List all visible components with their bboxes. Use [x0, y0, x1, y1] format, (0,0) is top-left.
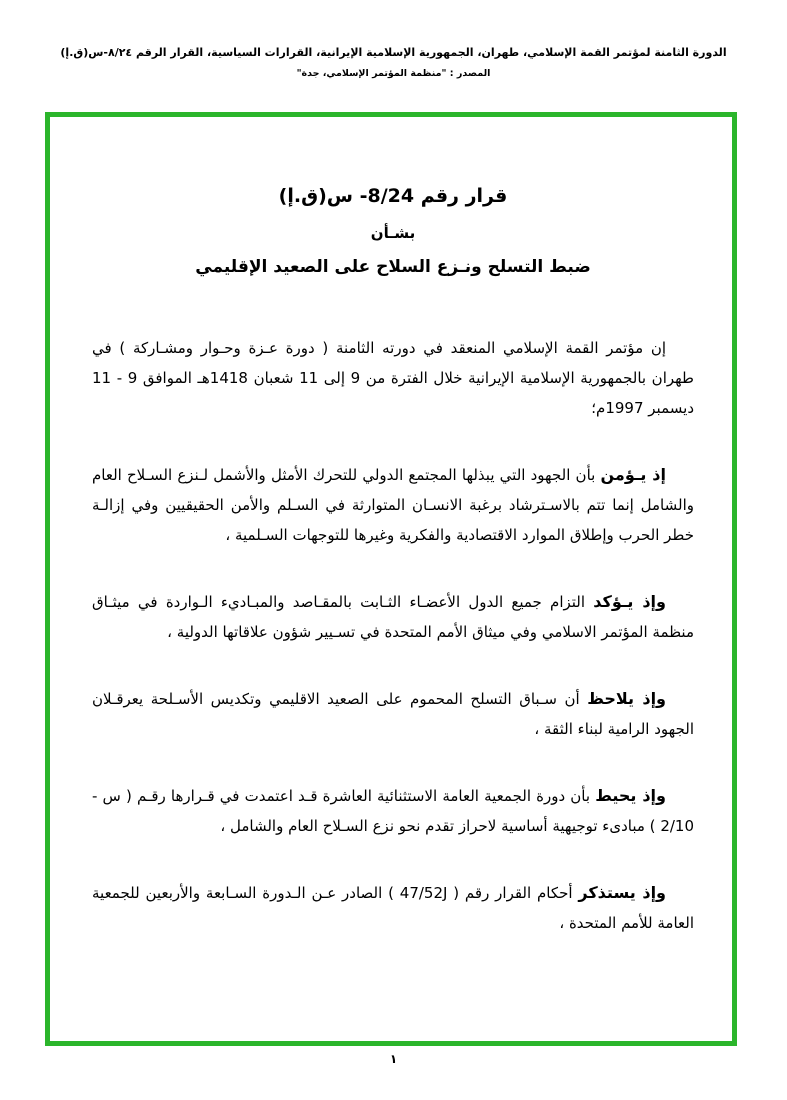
paragraph-text: بأن الجهود التي يبذلها المجتمع الدولي للتحرك الأمثل والأشمل لـنزع السـلاح العام والشامل إنما تتم بالاسـترشاد برغبة الانسـان المتوارثة في السـلم والأمن الحقيقيين وفي إزالـة خطر الحرب وإطلاق الموارد الاقتصادية والفكرية وغيرها للتوجهات السـلمية ، [92, 466, 694, 544]
header-source-line: المصدر : "منظمة المؤتمر الإسلامي، جدة" [296, 68, 491, 79]
paragraph-text: أن سـباق التسلح المحموم على الصعيد الاقليمي وتكديس الأسـلحة يعرقـلان الجهود الرامية لبناء الثقة ، [92, 690, 694, 738]
resolution-subject-line: ضبط التسلح ونـزع السلاح على الصعيد الإقليمي [195, 257, 591, 277]
clause-paragraph-noting [92, 684, 694, 744]
paragraph-text: التزام جميع الدول الأعضـاء الثـابت بالمقـاصد والمبـاديء الـواردة في ميثـاق منظمة المؤتمر الاسلامي وفي ميثاق الأمم المتحدة في تسـيير شؤون علاقاتها الدولية ، [92, 593, 694, 641]
clause-lead: وإذ يحيط [595, 786, 666, 805]
resolution-concerning-word: بشـأن [370, 224, 416, 242]
resolution-body [50, 117, 732, 938]
clause-lead: وإذ يـؤكد [593, 592, 666, 611]
clause-lead: وإذ يلاحظ [587, 689, 667, 708]
resolution-title [92, 185, 694, 277]
clause-lead: إذ يـؤمن [600, 465, 666, 484]
clause-paragraph-believing [92, 460, 694, 550]
paragraph-text: أحكام القرار رقم ( 47/52J ) الصادر عـن الـدورة السـابعة والأربعين للجمعية العامة للأمم المتحدة ، [92, 884, 694, 932]
document-header [0, 46, 787, 79]
paragraph-text: بأن دورة الجمعية العامة الاستثنائية العاشرة قـد اعتمدت في قـرارها رقـم ( س - 2/10 ) مبادىء توجيهية أساسية لاحراز تقدم نحو نزع السـلاح العام والشامل ، [92, 787, 694, 835]
green-frame [45, 112, 737, 1046]
clause-lead: وإذ يستذكر [578, 883, 666, 902]
clause-paragraph-recalling [92, 878, 694, 938]
clause-paragraph-taking-note [92, 781, 694, 841]
resolution-number-line: قرار رقم 8/24- س(ق.إ) [278, 185, 508, 207]
resolution-paragraphs [92, 333, 694, 938]
page-number: ١ [389, 1052, 398, 1066]
preamble-paragraph [92, 333, 694, 423]
header-citation-line: الدورة الثامنة لمؤتمر القمة الإسلامي، طهران، الجمهورية الإسلامية الإيرانية، القرارات السياسية، القرار الرقم ٨/٢٤-س(ق.إ) [60, 46, 727, 59]
paragraph-text: إن مؤتمر القمة الإسلامي المنعقد في دورته الثامنة ( دورة عـزة وحـوار ومشـاركة ) في طهران بالجمهورية الإسلامية الإيرانية خلال الفترة من 9 إلى 11 شعبان 1418هـ الموافق 9 - 11 ديسمبر 1997م؛ [92, 339, 694, 417]
clause-paragraph-affirming [92, 587, 694, 647]
